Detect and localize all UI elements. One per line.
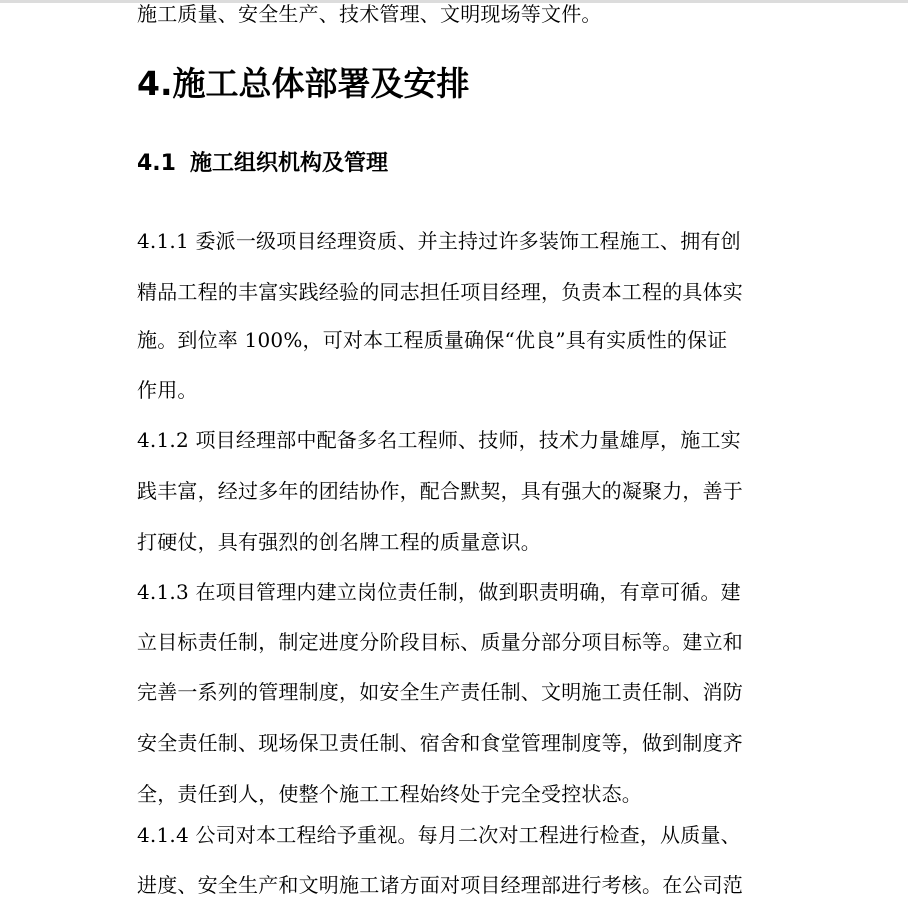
body-text-line: 完善一系列的管理制度，如安全生产责任制、文明施工责任制、消防	[137, 680, 743, 704]
section-heading-4: 4.施工总体部署及安排	[137, 64, 470, 103]
body-text-line: 4.1.1 委派一级项目经理资质、并主持过许多装饰工程施工、拥有创	[137, 229, 741, 253]
body-text-line: 4.1.3 在项目管理内建立岗位责任制，做到职责明确，有章可循。建	[137, 580, 741, 604]
body-text-line: 打硬仗，具有强烈的创名牌工程的质量意识。	[137, 530, 541, 554]
subsection-number: 4.1	[137, 151, 176, 176]
body-text-line: 4.1.2 项目经理部中配备多名工程师、技师，技术力量雄厚，施工实	[137, 428, 741, 452]
body-text-line: 践丰富，经过多年的团结协作，配合默契，具有强大的凝聚力，善于	[137, 479, 743, 503]
body-text-line: 精品工程的丰富实践经验的同志担任项目经理，负责本工程的具体实	[137, 280, 743, 304]
body-text-line: 立目标责任制，制定进度分阶段目标、质量分部分项目标等。建立和	[137, 630, 743, 654]
lead-text-line: 施工质量、安全生产、技术管理、文明现场等文件。	[137, 2, 602, 26]
body-text-line: 作用。	[137, 378, 198, 402]
body-text-line: 施。到位率 100%，可对本工程质量确保“优良”具有实质性的保证	[137, 328, 728, 352]
body-text-line: 全，责任到人，使整个施工工程始终处于完全受控状态。	[137, 782, 642, 806]
body-text-line: 4.1.4 公司对本工程给予重视。每月二次对工程进行检查，从质量、	[137, 823, 741, 847]
body-text-line: 安全责任制、现场保卫责任制、宿舍和食堂管理制度等，做到制度齐	[137, 731, 743, 755]
body-text-line: 进度、安全生产和文明施工诸方面对项目经理部进行考核。在公司范	[137, 873, 743, 897]
subsection-heading-4-1	[137, 149, 388, 179]
subsection-title: 施工组织机构及管理	[189, 151, 388, 176]
